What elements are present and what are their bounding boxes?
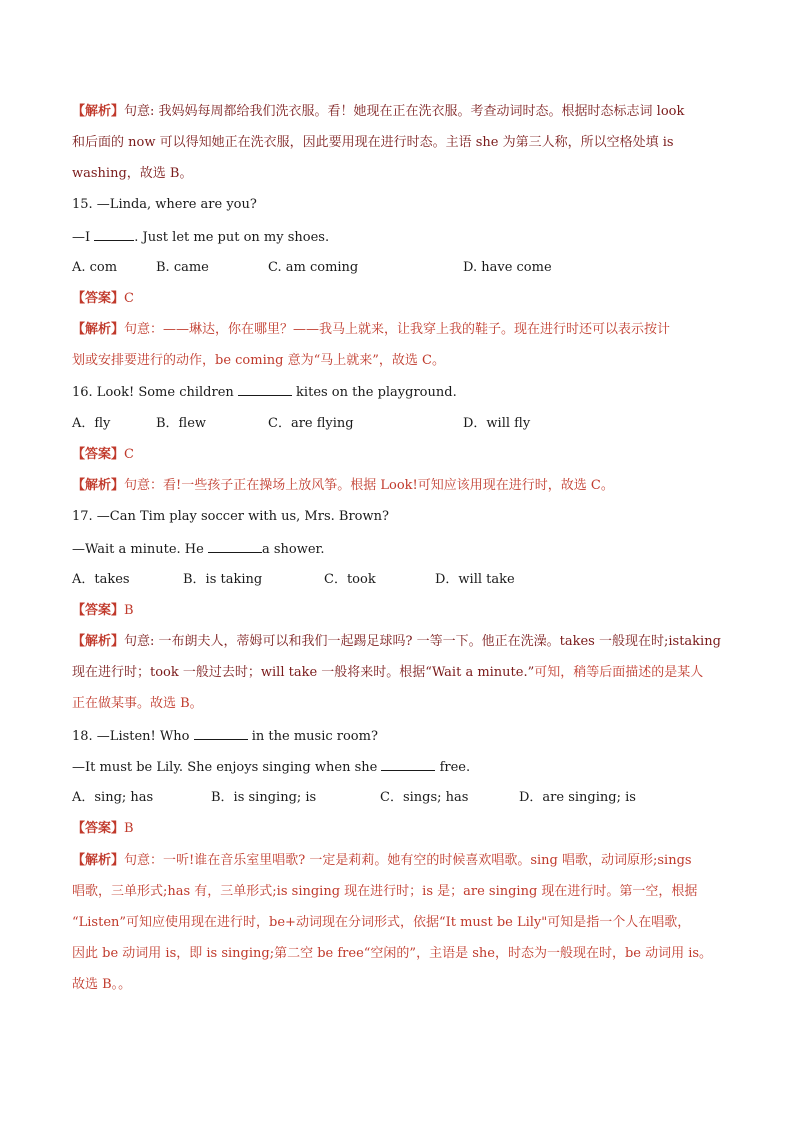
q17-explanation-line-3: 正在做某事。故选 B。 — [72, 696, 203, 711]
answer-blank — [94, 228, 134, 241]
q15-stem: 15. —Linda, where are you? — [72, 197, 257, 212]
q15-explanation-line-2: 划或安排要进行的动作，be coming 意为“马上就来”，故选 C。 — [72, 353, 445, 368]
q17-explanation-line-2: 现在进行时；took 一般过去时；will take 一般将来时。根据“Wait a minute.”可知，稍等后面描述的是某人 — [72, 665, 704, 680]
q18-explanation-line-4: 因此 be 动词用 is，即 is singing;第二空 be free“空闲的”，主语是 she，时态为一般现在时，be 动词用 is。 — [72, 946, 713, 961]
option-a: A．sing; has — [72, 790, 154, 805]
q16-answer: 【答案】C — [72, 447, 134, 462]
option-c: C．sings; has — [380, 790, 469, 805]
q18-explanation-line-1: 【解析】句意：一听!谁在音乐室里唱歌? 一定是莉莉。她有空的时候喜欢唱歌。sing 唱歌，动词原形;sings — [72, 853, 692, 868]
q14-explanation-line-1: 【解析】句意: 我妈妈每周都给我们洗衣服。看！她现在正在洗衣服。考查动词时态。根据时态标志词 look — [72, 104, 685, 119]
q18-stem: 18. —Listen! Who in the music room? — [72, 729, 378, 744]
q17-stem: 17. —Can Tim play soccer with us, Mrs. Brown? — [72, 509, 389, 524]
q15-answer: 【答案】C — [72, 291, 134, 306]
option-b: B. came — [156, 260, 209, 275]
option-a: A. com — [72, 260, 118, 275]
q18-explanation-line-5: 故选 B。。 — [72, 977, 132, 992]
option-a: A．takes — [72, 572, 130, 587]
option-b: B．flew — [156, 416, 207, 431]
q17-line-2: —Wait a minute. He a shower. — [72, 542, 325, 557]
option-c: C. am coming — [268, 260, 359, 275]
q14-explanation-line-2: 和后面的 now 可以得知她正在洗衣服，因此要用现在进行时态。主语 she 为第三人称，所以空格处填 is — [72, 135, 674, 150]
option-d: D．are singing; is — [519, 790, 636, 805]
q18-answer: 【答案】B — [72, 821, 134, 836]
option-b: B．is taking — [183, 572, 263, 587]
answer-blank — [194, 727, 248, 740]
q14-explanation-line-3: washing，故选 B。 — [72, 166, 193, 181]
option-d: D．will take — [435, 572, 515, 587]
q17-explanation-line-1: 【解析】句意: 一布朗夫人，蒂姆可以和我们一起踢足球吗? 一等一下。他正在洗澡。takes 一般现在时;istaking — [72, 634, 721, 649]
q18-explanation-line-3: “Listen”可知应使用现在进行时，be+动词现在分词形式，依据“It must be Lily"可知是指一个人在唱歌， — [72, 915, 691, 930]
option-d: D. have come — [463, 260, 552, 275]
explanation-tag: 【解析】 — [72, 104, 125, 119]
option-d: D．will fly — [463, 416, 531, 431]
option-c: C．took — [324, 572, 376, 587]
q17-answer: 【答案】B — [72, 603, 134, 618]
answer-blank — [238, 383, 292, 396]
option-b: B．is singing; is — [211, 790, 317, 805]
option-c: C．are flying — [268, 416, 354, 431]
answer-blank — [208, 540, 262, 553]
q15-line-2: —I . Just let me put on my shoes. — [72, 230, 330, 245]
q18-line-2: —It must be Lily. She enjoys singing when she free. — [72, 760, 471, 775]
q15-explanation-line-1: 【解析】句意：——琳达，你在哪里？——我马上就来，让我穿上我的鞋子。现在进行时还可以表示按计 — [72, 322, 671, 337]
q16-stem: 16. Look! Some children kites on the playground. — [72, 385, 457, 400]
q18-explanation-line-2: 唱歌，三单形式;has 有，三单形式;is singing 现在进行时；is 是；are singing 现在进行时。第一空，根据 — [72, 884, 698, 899]
q16-explanation-line-1: 【解析】句意：看!一些孩子正在操场上放风筝。根据 Look!可知应该用现在进行时，故选 C。 — [72, 478, 614, 493]
answer-blank — [381, 758, 435, 771]
option-a: A．fly — [72, 416, 111, 431]
